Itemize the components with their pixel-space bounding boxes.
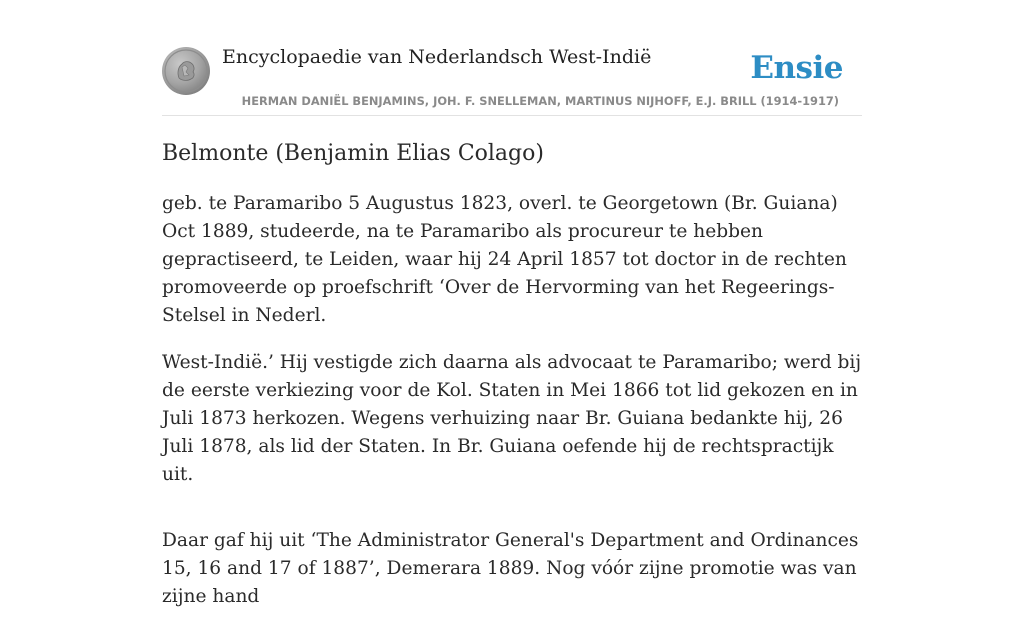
site-logo-text[interactable]: Ensie xyxy=(750,50,843,86)
authors-line: HERMAN DANIËL BENJAMINS, JOH. F. SNELLEMAN, MARTINUS NIJHOFF, E.J. BRILL (1914-1917) xyxy=(241,94,839,108)
article-paragraph: geb. te Paramaribo 5 Augustus 1823, overl. te Georgetown (Br. Guiana) Oct 1889, studeerde, na te Paramaribo als procureur te hebben gepractiseerd, te Leiden, waar hij 24 April 1857 tot doctor in de rechten promoveerde op proefschrift ‘Over de Hervorming van het Regeerings-Stelsel in Nederl. xyxy=(162,193,847,326)
site-header xyxy=(162,46,862,116)
article-paragraph: Daar gaf hij uit ‘The Administrator General's Department and Ordinances 15, 16 and 17 of 1887’, Demerara 1889. Nog vóór zijne promotie was van zijne hand xyxy=(162,530,859,607)
encyclopedia-title[interactable]: Encyclopaedie van Nederlandsch West-Indië xyxy=(222,46,652,68)
coin-seal-icon[interactable] xyxy=(162,47,210,95)
article-paragraph: West-Indië.’ Hij vestigde zich daarna als advocaat te Paramaribo; werd bij de eerste verkiezing voor de Kol. Staten in Mei 1866 tot lid gekozen en in Juli 1873 herkozen. Wegens verhuizing naar Br. Guiana bedankte hij, 26 Juli 1878, als lid der Staten. In Br. Guiana oefende hij de rechtspractijk uit. xyxy=(162,352,862,485)
article-title: Belmonte (Benjamin Elias Colago) xyxy=(162,141,544,166)
article-content xyxy=(162,138,864,630)
